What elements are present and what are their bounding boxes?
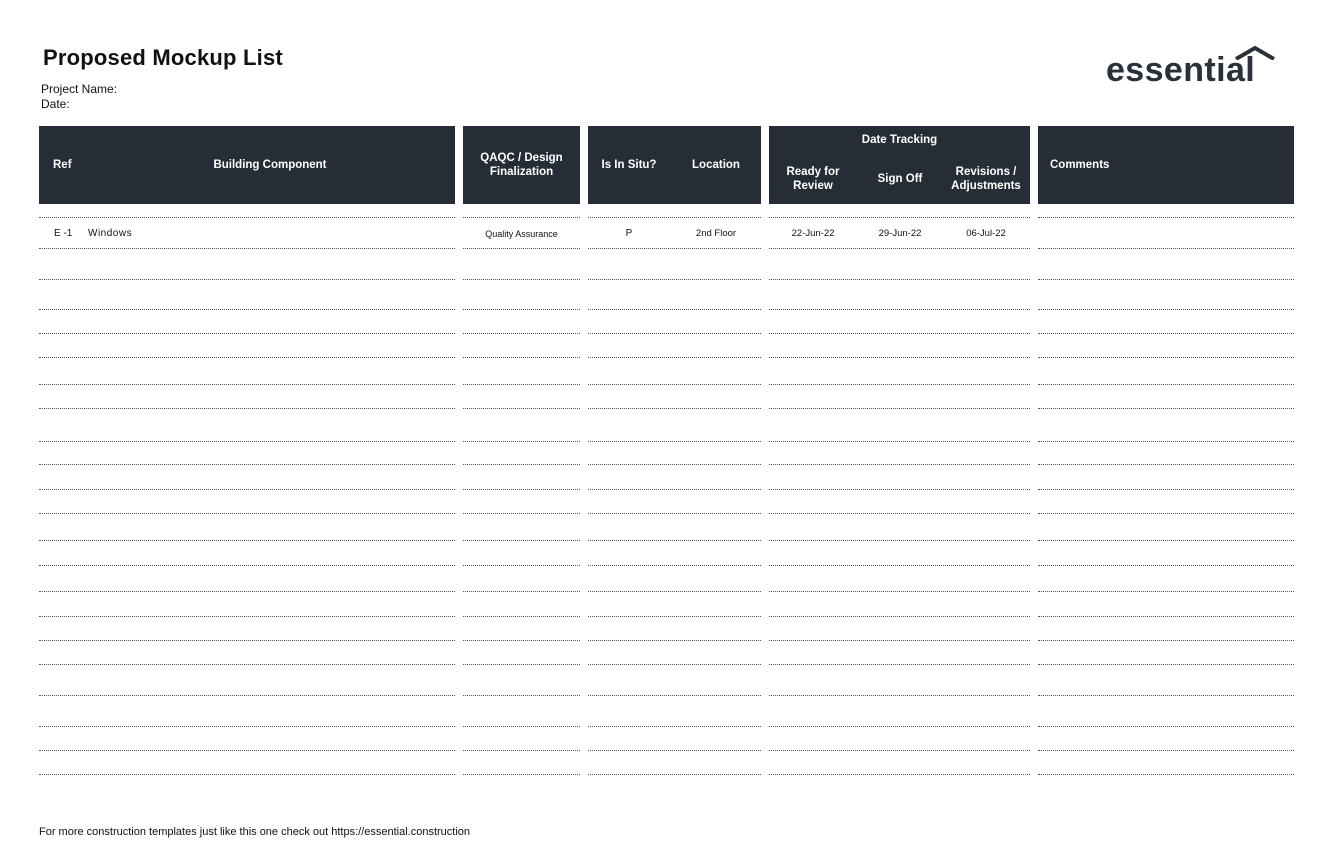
row-rule xyxy=(1038,309,1294,310)
row-rule xyxy=(463,384,580,385)
row-rule xyxy=(463,774,580,775)
page-title: Proposed Mockup List xyxy=(43,45,283,70)
row-rule xyxy=(463,664,580,665)
row-rule xyxy=(769,774,1030,775)
row-rule xyxy=(463,408,580,409)
row-rule xyxy=(769,540,1030,541)
row-rule xyxy=(463,695,580,696)
row-rule xyxy=(1038,248,1294,249)
block-date-tracking xyxy=(769,126,1030,776)
row-rule xyxy=(39,357,455,358)
row-rule xyxy=(463,616,580,617)
row-rule xyxy=(769,333,1030,334)
row-rule xyxy=(769,695,1030,696)
row-rule xyxy=(39,333,455,334)
row-rule xyxy=(463,565,580,566)
block-situ-location xyxy=(588,126,761,776)
footer-note: For more construction templates just like this one check out https://essential.construction xyxy=(39,826,471,838)
row-rule xyxy=(1038,464,1294,465)
row-rule xyxy=(463,309,580,310)
row-rule xyxy=(588,774,761,775)
header-component xyxy=(39,126,455,204)
row-rule xyxy=(769,441,1030,442)
row-rule xyxy=(769,464,1030,465)
row-rule xyxy=(463,540,580,541)
row-rule xyxy=(588,640,761,641)
row-rule xyxy=(39,489,455,490)
row-rule xyxy=(769,384,1030,385)
row-rule xyxy=(39,565,455,566)
row1-location: 2nd Floor xyxy=(695,228,737,239)
header-comments-label: Comments xyxy=(1050,159,1110,171)
row-rule xyxy=(1038,695,1294,696)
row1-component: Windows xyxy=(88,228,133,239)
row-rule xyxy=(39,695,455,696)
header-comments xyxy=(1038,126,1294,204)
row-rule xyxy=(1038,664,1294,665)
block-qaqc xyxy=(463,126,580,776)
row-rule xyxy=(39,248,455,249)
row-rule xyxy=(39,616,455,617)
row-rule xyxy=(588,695,761,696)
row-rule xyxy=(588,357,761,358)
row-rule xyxy=(1038,279,1294,280)
row-rule xyxy=(1038,726,1294,727)
row-rule xyxy=(769,664,1030,665)
row-rule xyxy=(39,408,455,409)
row-rule xyxy=(1038,591,1294,592)
row-rule xyxy=(39,464,455,465)
block-comments xyxy=(1038,126,1294,776)
row-rule xyxy=(463,489,580,490)
row1-ready-for-review: 22-Jun-22 xyxy=(791,228,835,239)
header-qaqc-label: QAQC / Design Finalization xyxy=(480,152,563,178)
row-rule xyxy=(588,565,761,566)
row-rule xyxy=(1038,489,1294,490)
row-rule xyxy=(39,384,455,385)
row-rule xyxy=(769,616,1030,617)
row1-sign-off: 29-Jun-22 xyxy=(878,228,922,239)
row1-qaqc: Quality Assurance xyxy=(485,229,558,239)
row-rule xyxy=(588,540,761,541)
row-rule xyxy=(39,591,455,592)
row-rule xyxy=(769,248,1030,249)
row-rule xyxy=(769,217,1030,218)
row-rule xyxy=(39,540,455,541)
row-rule xyxy=(39,640,455,641)
row-rule xyxy=(1038,616,1294,617)
row-rule xyxy=(463,357,580,358)
row-rule xyxy=(39,774,455,775)
row-rule xyxy=(39,664,455,665)
row-rule xyxy=(588,217,761,218)
row-rule xyxy=(1038,774,1294,775)
row-rule xyxy=(588,309,761,310)
row-rule xyxy=(588,591,761,592)
row-rule xyxy=(769,489,1030,490)
row-rule xyxy=(39,750,455,751)
row1-revisions: 06-Jul-22 xyxy=(966,228,1006,239)
row-rule xyxy=(588,333,761,334)
row-rule xyxy=(588,513,761,514)
row-rule xyxy=(39,217,455,218)
row-rule xyxy=(588,616,761,617)
row-rule xyxy=(463,279,580,280)
header-date-tracking xyxy=(769,126,1030,204)
header-qaqc xyxy=(463,126,580,204)
row-rule xyxy=(39,513,455,514)
row-rule xyxy=(588,384,761,385)
block-component xyxy=(39,126,455,776)
row-rule xyxy=(463,726,580,727)
row-rule xyxy=(1038,540,1294,541)
essential-logo xyxy=(1106,46,1282,92)
row-rule xyxy=(769,513,1030,514)
row-rule xyxy=(1038,750,1294,751)
logo-text: essential xyxy=(1106,51,1256,89)
row-rule xyxy=(588,248,761,249)
header-location: Location xyxy=(692,159,740,171)
row-rule xyxy=(39,441,455,442)
row-rule xyxy=(39,279,455,280)
row-rule xyxy=(463,333,580,334)
header-ref: Ref xyxy=(53,159,72,171)
row-rule xyxy=(588,489,761,490)
row-rule xyxy=(769,750,1030,751)
row-rule xyxy=(39,309,455,310)
row-rule xyxy=(1038,333,1294,334)
row-rule xyxy=(1038,357,1294,358)
row-rule xyxy=(769,640,1030,641)
header-ready-for-review: Ready for Review xyxy=(786,166,840,192)
row-rule xyxy=(463,513,580,514)
row-rule xyxy=(1038,384,1294,385)
row-rule xyxy=(1038,441,1294,442)
header-revisions: Revisions / Adjustments xyxy=(951,166,1021,192)
header-building-component: Building Component xyxy=(213,159,327,171)
row-rule xyxy=(1038,640,1294,641)
row-rule xyxy=(769,565,1030,566)
row-rule xyxy=(463,248,580,249)
row-rule xyxy=(1038,513,1294,514)
row-rule xyxy=(463,217,580,218)
row-rule xyxy=(588,279,761,280)
row-rule xyxy=(39,726,455,727)
row-rule xyxy=(463,591,580,592)
row-rule xyxy=(769,357,1030,358)
row-rule xyxy=(588,408,761,409)
row-rule xyxy=(588,750,761,751)
row-rule xyxy=(588,664,761,665)
row-rule xyxy=(1038,408,1294,409)
row1-ref: E -1 xyxy=(54,228,73,239)
header-situ-location xyxy=(588,126,761,204)
row-rule xyxy=(769,591,1030,592)
row-rule xyxy=(1038,565,1294,566)
row-rule xyxy=(463,750,580,751)
row-rule xyxy=(463,640,580,641)
date-label: Date: xyxy=(41,97,70,111)
header-in-situ: Is In Situ? xyxy=(601,159,657,171)
header-date-tracking-label: Date Tracking xyxy=(861,134,938,146)
row-rule xyxy=(463,464,580,465)
row-rule xyxy=(588,726,761,727)
header-sign-off: Sign Off xyxy=(877,173,923,185)
row-rule xyxy=(769,279,1030,280)
row-rule xyxy=(588,464,761,465)
row-rule xyxy=(588,441,761,442)
row-rule xyxy=(1038,217,1294,218)
row-rule xyxy=(769,408,1030,409)
project-name-label: Project Name: xyxy=(41,82,118,96)
row-rule xyxy=(769,309,1030,310)
row-rule xyxy=(463,441,580,442)
row1-in-situ: P xyxy=(625,228,633,239)
row-rule xyxy=(769,726,1030,727)
